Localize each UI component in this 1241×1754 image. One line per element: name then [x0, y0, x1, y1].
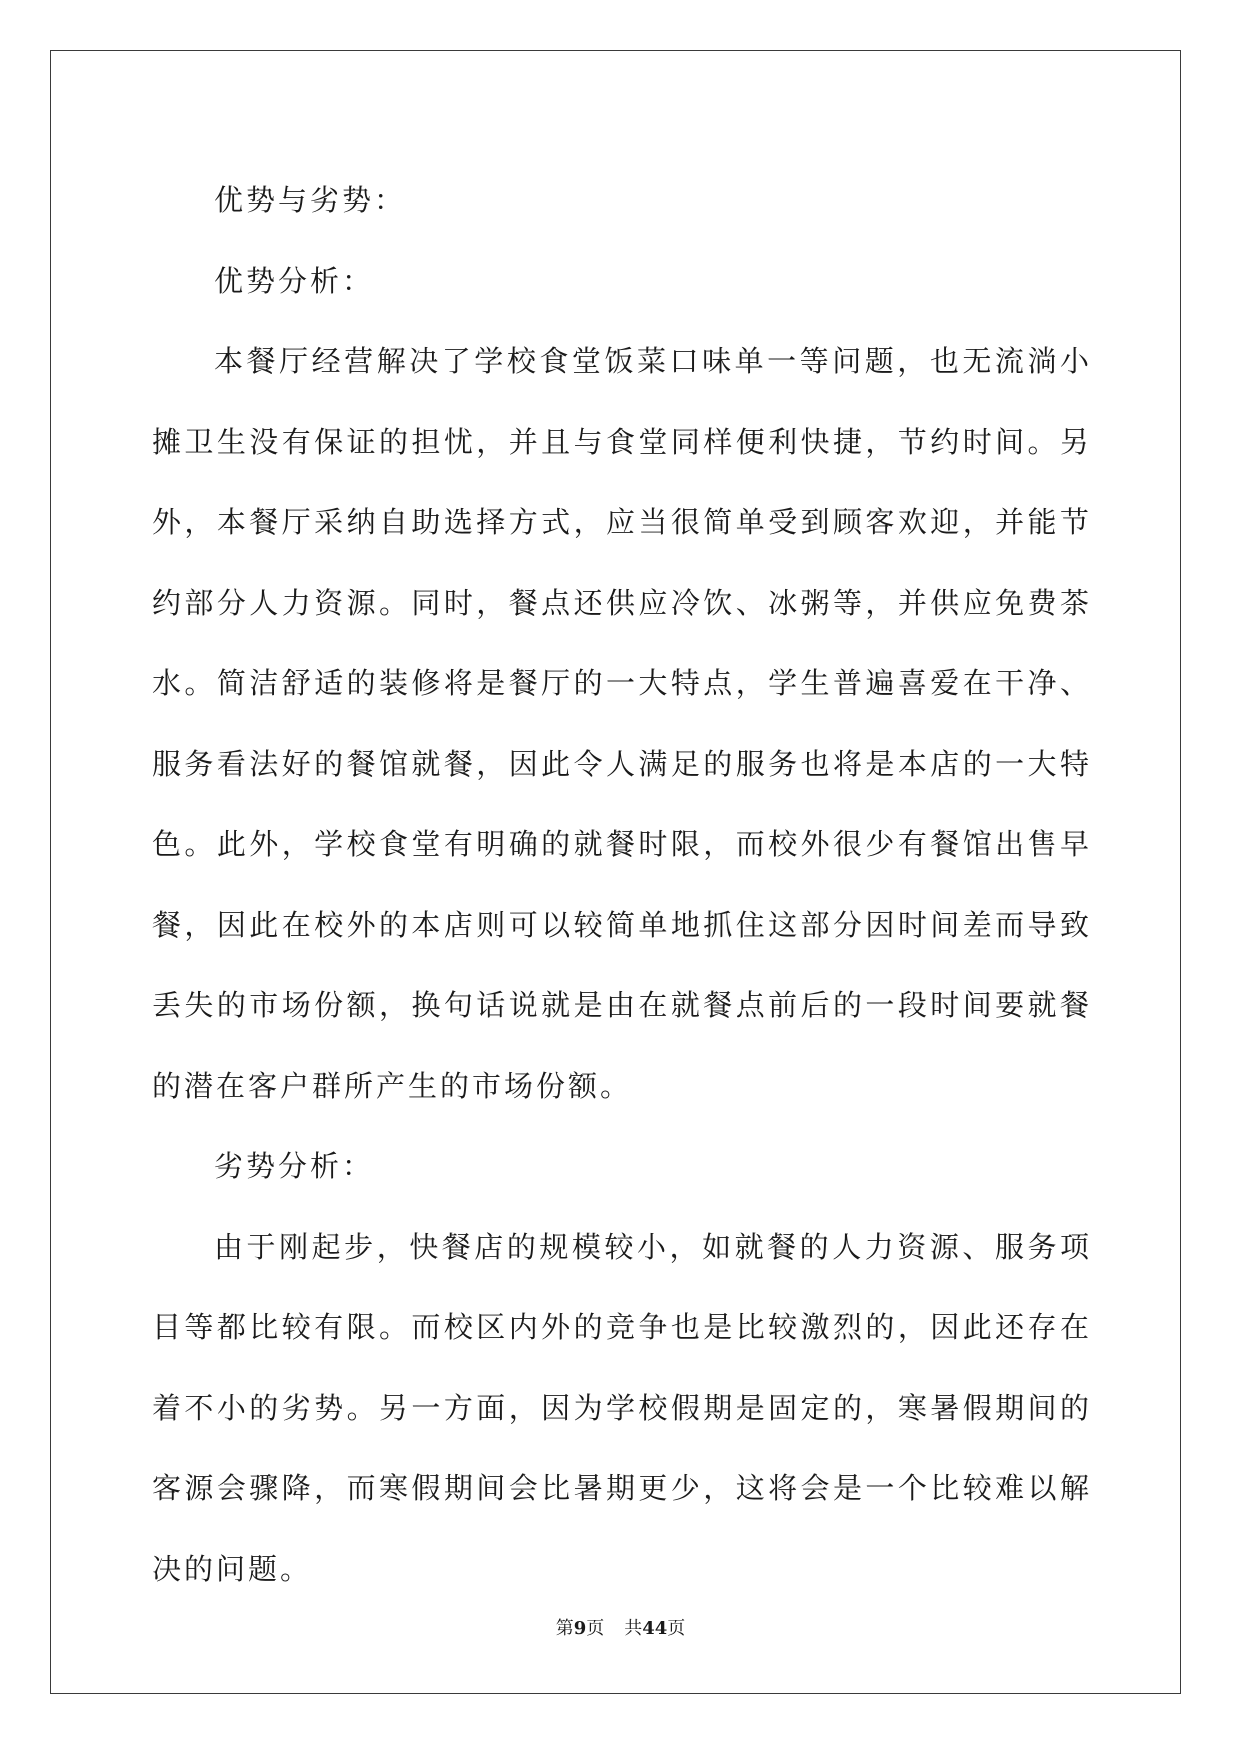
total-pages: 44: [642, 1618, 668, 1639]
page-prefix: 第: [555, 1618, 574, 1639]
page-footer: [0, 1614, 1241, 1640]
page-number: 9: [573, 1618, 587, 1639]
paragraph-weaknesses: 由于刚起步，快餐店的规模较小，如就餐的人力资源、服务项目等都比较有限。而校区内外的竞争也是比较激烈的，因此还存在着不小的劣势。另一方面，因为学校假期是固定的，寒暑假期间的客源会骤降，而寒假期间会比暑期更少，这将会是一个比较难以解决的问题。: [152, 1229, 1092, 1586]
subheading-weaknesses: 劣势分析：: [214, 1149, 375, 1183]
total-suffix: 页: [667, 1618, 686, 1639]
paragraph-strengths: 本餐厅经营解决了学校食堂饭菜口味单一等问题，也无流淌小摊卫生没有保证的担忧，并且与食堂同样便利快捷，节约时间。另外，本餐厅采纳自助选择方式，应当很简单受到顾客欢迎，并能节约部分人力资源。同时，餐点还供应冷饮、冰粥等，并供应免费茶水。简洁舒适的装修将是餐厅的一大特点，学生普遍喜爱在干净、服务看法好的餐馆就餐，因此令人满足的服务也将是本店的一大特色。此外，学校食堂有明确的就餐时限，而校外很少有餐馆出售早餐，因此在校外的本店则可以较简单地抓住这部分因时间差而导致丢失的市场份额，换句话说就是由在就餐点前后的一段时间要就餐的潜在客户群所产生的市场份额。: [152, 344, 1092, 1103]
document-body: [152, 160, 1092, 1609]
page-suffix: 页: [586, 1618, 605, 1639]
subheading-strengths: 优势分析：: [214, 263, 375, 298]
section-heading-strengths-weaknesses: 优势与劣势：: [214, 183, 407, 217]
total-prefix: 共: [624, 1618, 643, 1639]
